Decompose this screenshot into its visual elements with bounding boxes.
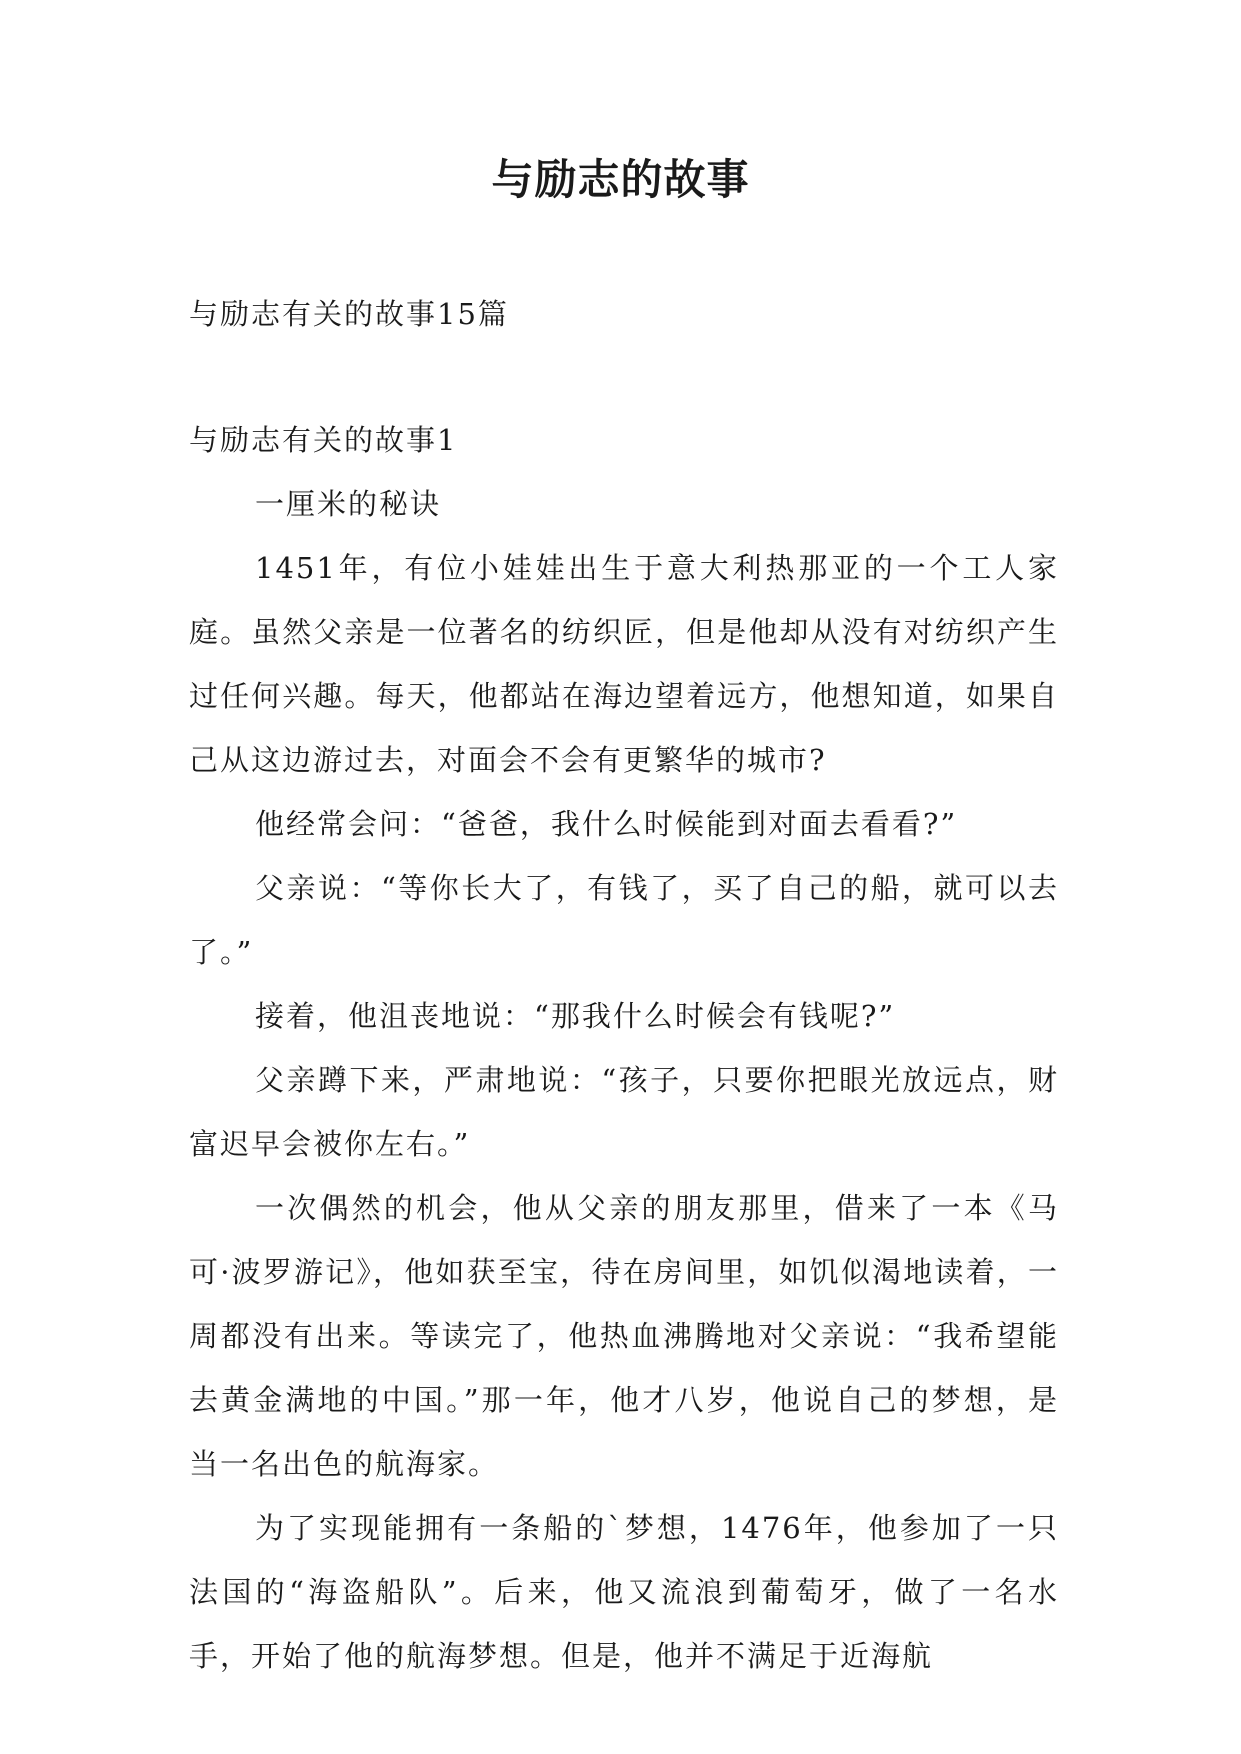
document-title: 与励志的故事 bbox=[491, 155, 750, 204]
body-paragraph: 他经常会问：“爸爸，我什么时候能到对面去看看?” bbox=[255, 807, 958, 841]
body-paragraph: 父亲说：“等你长大了，有钱了，买了自己的船，就可以去了。” bbox=[189, 871, 1059, 969]
document-subtitle: 与励志有关的故事15篇 bbox=[189, 297, 509, 331]
body-paragraph: 接着，他沮丧地说：“那我什么时候会有钱呢?” bbox=[255, 999, 896, 1033]
document-body bbox=[189, 408, 1059, 1688]
body-paragraph: 1451年，有位小娃娃出生于意大利热那亚的一个工人家庭。虽然父亲是一位著名的纺织匠，但是他却从没有对纺织产生过任何兴趣。每天，他都站在海边望着远方，他想知道，如果自己从这边游过去，对面会不会有更繁华的城市? bbox=[189, 551, 1059, 777]
body-paragraph: 为了实现能拥有一条船的`梦想，1476年，他参加了一只法国的“海盗船队”。后来，他又流浪到葡萄牙，做了一名水手，开始了他的航海梦想。但是，他并不满足于近海航 bbox=[189, 1511, 1059, 1673]
body-paragraph: 父亲蹲下来，严肃地说：“孩子，只要你把眼光放远点，财富迟早会被你左右。” bbox=[189, 1063, 1059, 1161]
body-paragraph: 一厘米的秘诀 bbox=[255, 487, 442, 521]
section-heading: 与励志有关的故事1 bbox=[189, 423, 458, 457]
body-paragraph: 一次偶然的机会，他从父亲的朋友那里，借来了一本《马可·波罗游记》，他如获至宝，待在房间里，如饥似渴地读着，一周都没有出来。等读完了，他热血沸腾地对父亲说：“我希望能去黄金满地的中国。”那一年，他才八岁，他说自己的梦想，是当一名出色的航海家。 bbox=[189, 1191, 1059, 1481]
